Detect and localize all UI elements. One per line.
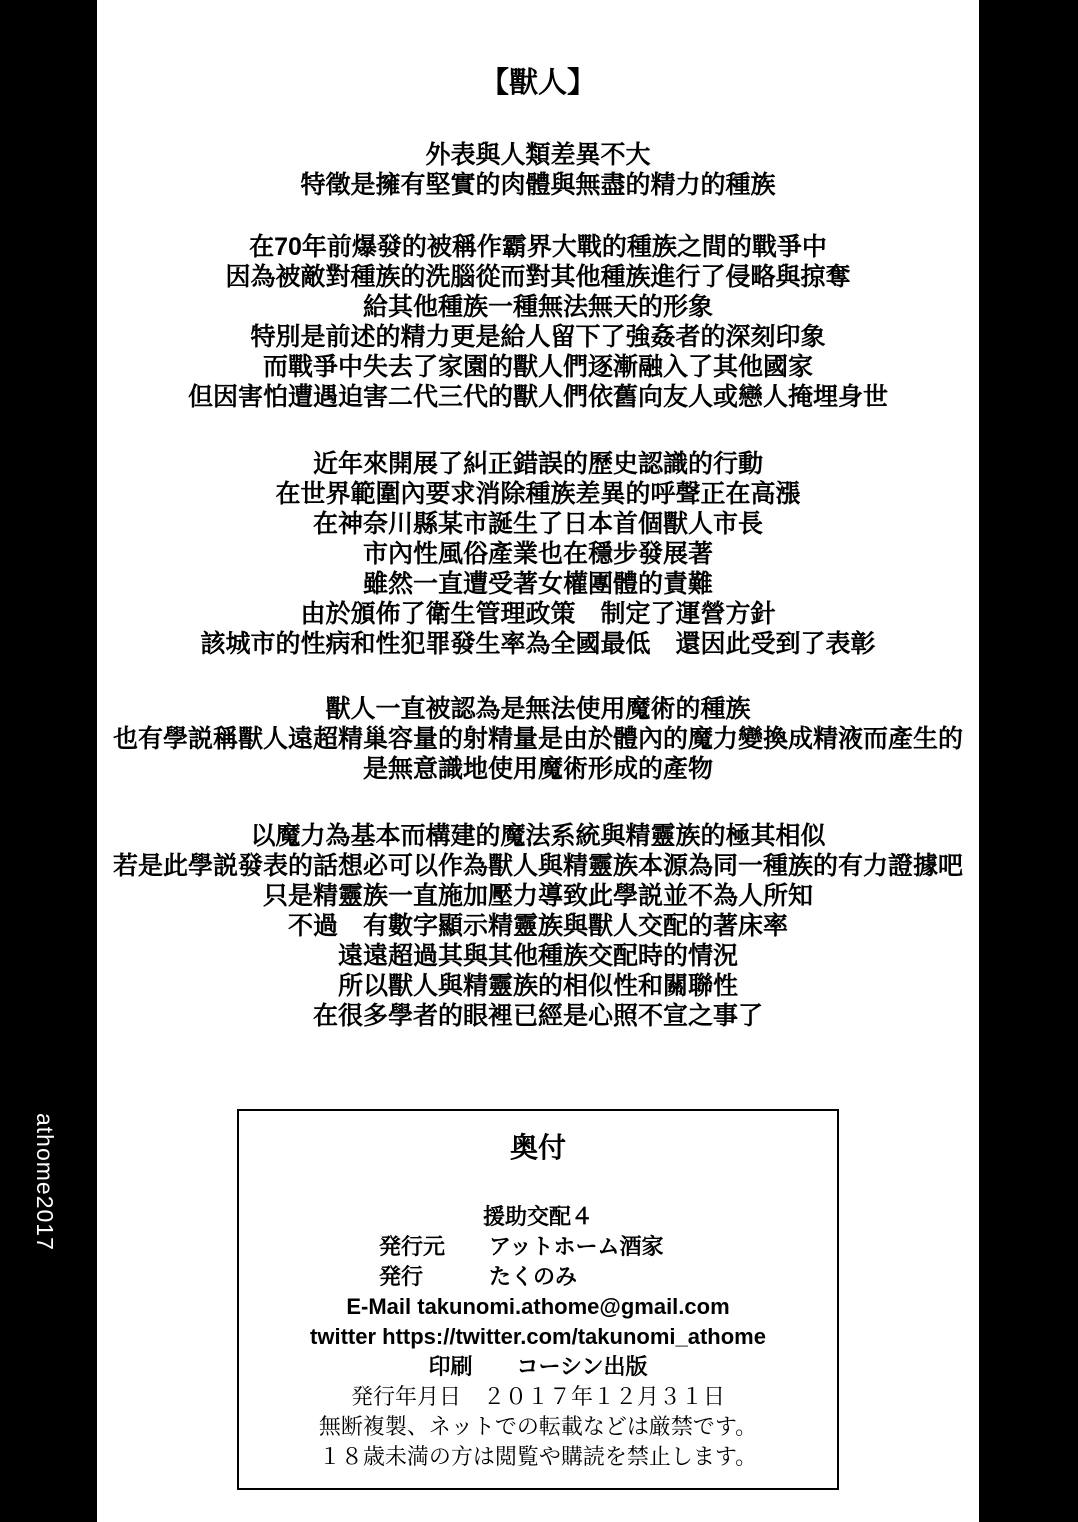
colophon-line: 援助交配４ xyxy=(482,1204,593,1229)
colophon-line: twitter https://twitter.com/takunomi_athome xyxy=(310,1324,766,1349)
text-line: 在70年前爆發的被稱作霸界大戰的種族之間的戰爭中 xyxy=(249,233,827,261)
colophon-lines xyxy=(239,1202,837,1472)
text-line: 近年來開展了糾正錯誤的歷史認識的行動 xyxy=(312,450,763,478)
text-line: 給其他種族一種無法無天的形象 xyxy=(362,293,713,321)
colophon-box xyxy=(237,1109,839,1490)
right-black-bar xyxy=(979,0,1078,1522)
text-line: 獸人一直被認為是無法使用魔術的種族 xyxy=(325,695,751,723)
sidebar-vertical-label: athome2017 xyxy=(32,1113,58,1251)
text-line: 因為被敵對種族的洗腦從而對其他種族進行了侵略與掠奪 xyxy=(225,263,851,291)
colophon-title: 奥付 xyxy=(509,1132,566,1163)
colophon-line: 発行年月日 ２０１７年１２月３１日 xyxy=(350,1384,725,1409)
colophon-line: E-Mail takunomi.athome@gmail.com xyxy=(346,1294,730,1319)
text-line: 特別是前述的精力更是給人留下了強姦者的深刻印象 xyxy=(250,323,826,351)
text-line: 在神奈川縣某市誕生了日本首個獸人市長 xyxy=(312,510,763,538)
colophon-line: 発行元 アットホーム酒家 xyxy=(379,1234,664,1259)
text-line: 雖然一直遭受著女權團體的責難 xyxy=(362,570,713,598)
colophon-line: 発行 たくのみ xyxy=(379,1264,578,1289)
text-line: 也有學説稱獸人遠超精巢容量的射精量是由於體內的魔力變換成精液而產生的 xyxy=(112,725,963,753)
text-line: 該城市的性病和性犯罪發生率為全國最低 還因此受到了表彰 xyxy=(200,630,876,658)
paragraph-elf-relation xyxy=(97,821,979,1031)
text-line: 市內性風俗產業也在穩步發展著 xyxy=(362,540,713,568)
text-line: 在世界範圍內要求消除種族差異的呼聲正在高漲 xyxy=(275,480,801,508)
page-title: 【獸人】 xyxy=(479,67,596,99)
colophon-line: 印刷 コーシン出版 xyxy=(428,1354,648,1379)
paragraph-appearance xyxy=(97,140,979,200)
text-line: 但因害怕遭遇迫害二代三代的獸人們依舊向友人或戀人掩埋身世 xyxy=(187,383,888,411)
paragraph-war-history xyxy=(97,232,979,412)
paragraph-recent-years xyxy=(97,449,979,659)
text-line: 只是精靈族一直施加壓力導致此學説並不為人所知 xyxy=(262,882,813,910)
colophon-line: 無断複製、ネットでの転載などは厳禁です。 xyxy=(318,1414,758,1439)
text-line: 由於頒佈了衛生管理政策 制定了運營方針 xyxy=(300,600,776,628)
text-line: 遠遠超過其與其他種族交配時的情況 xyxy=(337,942,738,970)
text-line: 所以獸人與精靈族的相似性和關聯性 xyxy=(337,972,738,1000)
text-line: 不過 有數字顯示精靈族與獸人交配的著床率 xyxy=(287,912,788,940)
left-black-bar xyxy=(0,0,97,1522)
text-line: 若是此學説發表的話想必可以作為獸人與精靈族本源為同一種族的有力證據吧 xyxy=(112,852,963,880)
text-line: 在很多學者的眼裡已經是心照不宣之事了 xyxy=(312,1002,763,1030)
colophon-line: １８歳未満の方は閲覧や購読を禁止します。 xyxy=(318,1444,758,1469)
text-line: 是無意識地使用魔術形成的產物 xyxy=(362,755,713,783)
paragraph-magic-theory xyxy=(97,694,979,784)
text-line: 以魔力為基本而構建的魔法系統與精靈族的極其相似 xyxy=(250,822,826,850)
text-line: 而戰爭中失去了家園的獸人們逐漸融入了其他國家 xyxy=(262,353,813,381)
text-line: 特徵是擁有堅實的肉體與無盡的精力的種族 xyxy=(300,171,776,199)
text-line: 外表與人類差異不大 xyxy=(425,141,651,169)
